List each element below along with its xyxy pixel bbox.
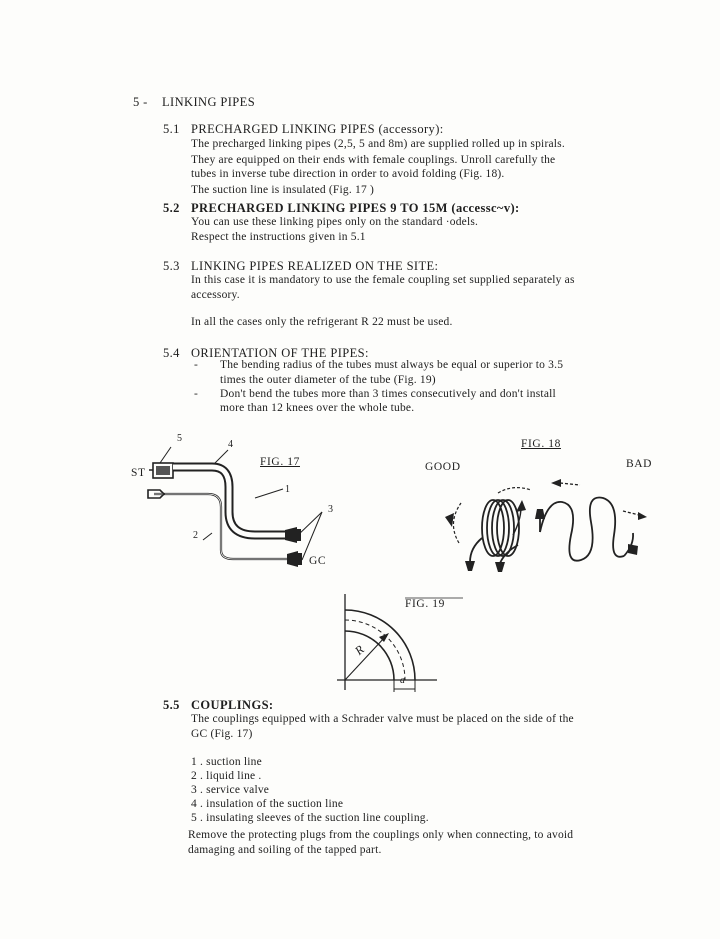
s54-bullet-2-dash: - xyxy=(194,388,199,400)
fig17-callout-4: 4 xyxy=(228,439,233,450)
s55-line-1: The couplings equipped with a Schrader valve must be placed on the side of the xyxy=(191,713,574,725)
s55-line-2: GC (Fig. 17) xyxy=(191,728,253,740)
s55-title: COUPLINGS: xyxy=(191,698,274,712)
fig17-callout-5: 5 xyxy=(177,433,182,444)
fig17-callout-2: 2 xyxy=(193,530,198,541)
fig18-title: FIG. 18 xyxy=(521,438,561,450)
fig17-callout-1: 1 xyxy=(285,484,290,495)
fig18-good-label: GOOD xyxy=(425,461,461,473)
s54-bullet-1-line-2: times the outer diameter of the tube (Fig. 19) xyxy=(220,374,436,386)
s54-title: ORIENTATION OF THE PIPES: xyxy=(191,346,369,360)
s52-title: PRECHARGED LINKING PIPES 9 TO 15M (accessc~v): xyxy=(191,201,520,215)
s51-number: 5.1 xyxy=(163,122,180,136)
s53-line-3: In all the cases only the refrigerant R 22 must be used. xyxy=(191,316,453,328)
fig19-radius-label: R xyxy=(352,642,367,658)
fig17-gc-label: GC xyxy=(309,555,327,567)
s54-bullet-1-dash: - xyxy=(194,359,199,371)
s53-title: LINKING PIPES REALIZED ON THE SITE: xyxy=(191,259,439,273)
s55-legend-1: 1 . suction line xyxy=(191,756,262,768)
s55-legend-5: 5 . insulating sleeves of the suction line coupling. xyxy=(191,812,429,824)
s54-bullet-2-line-1: Don't bend the tubes more than 3 times consecutively and don't install xyxy=(220,388,556,400)
section-title: LINKING PIPES xyxy=(162,95,256,109)
fig18-bad-label: BAD xyxy=(626,458,653,470)
s51-line-1: The precharged linking pipes (2,5, 5 and 8m) are supplied rolled up in spirals. xyxy=(191,138,565,150)
s54-bullet-1-line-1: The bending radius of the tubes must always be equal or superior to 3.5 xyxy=(220,359,564,371)
s53-line-1: In this case it is mandatory to use the female coupling set supplied separately as xyxy=(191,274,575,286)
s52-number: 5.2 xyxy=(163,201,180,215)
s54-bullet-2-line-2: more than 12 knees over the whole tube. xyxy=(220,402,415,414)
s51-line-2: They are equipped on their ends with female couplings. Unroll carefully the xyxy=(191,154,556,166)
fig19-a-label: a xyxy=(400,675,405,686)
s51-title: PRECHARGED LINKING PIPES (accessory): xyxy=(191,122,444,136)
s55-legend-2: 2 . liquid line . xyxy=(191,770,262,782)
s55-footer-2: damaging and soiling of the tapped part. xyxy=(188,844,382,856)
s55-footer-1: Remove the protecting plugs from the couplings only when connecting, to avoid xyxy=(188,829,574,841)
s55-legend-4: 4 . insulation of the suction line xyxy=(191,798,344,810)
s55-legend-3: 3 . service valve xyxy=(191,784,270,796)
s53-line-2: accessory. xyxy=(191,289,240,301)
s51-line-3: tubes in inverse tube direction in order to avoid folding (Fig. 18). xyxy=(191,168,505,180)
fig17-st-label: ST xyxy=(131,467,146,479)
s52-line-2: Respect the instructions given in 5.1 xyxy=(191,231,366,243)
fig17-title: FIG. 17 xyxy=(260,456,300,468)
section-number: 5 - xyxy=(133,95,148,109)
s52-line-1: You can use these linking pipes only on the standard ·odels. xyxy=(191,216,479,228)
s53-number: 5.3 xyxy=(163,259,180,273)
s51-line-4: The suction line is insulated (Fig. 17 ) xyxy=(191,184,375,196)
s54-number: 5.4 xyxy=(163,346,180,360)
s55-number: 5.5 xyxy=(163,698,180,712)
fig17-callout-3: 3 xyxy=(328,504,333,515)
fig19-title: FIG. 19 xyxy=(405,598,445,610)
